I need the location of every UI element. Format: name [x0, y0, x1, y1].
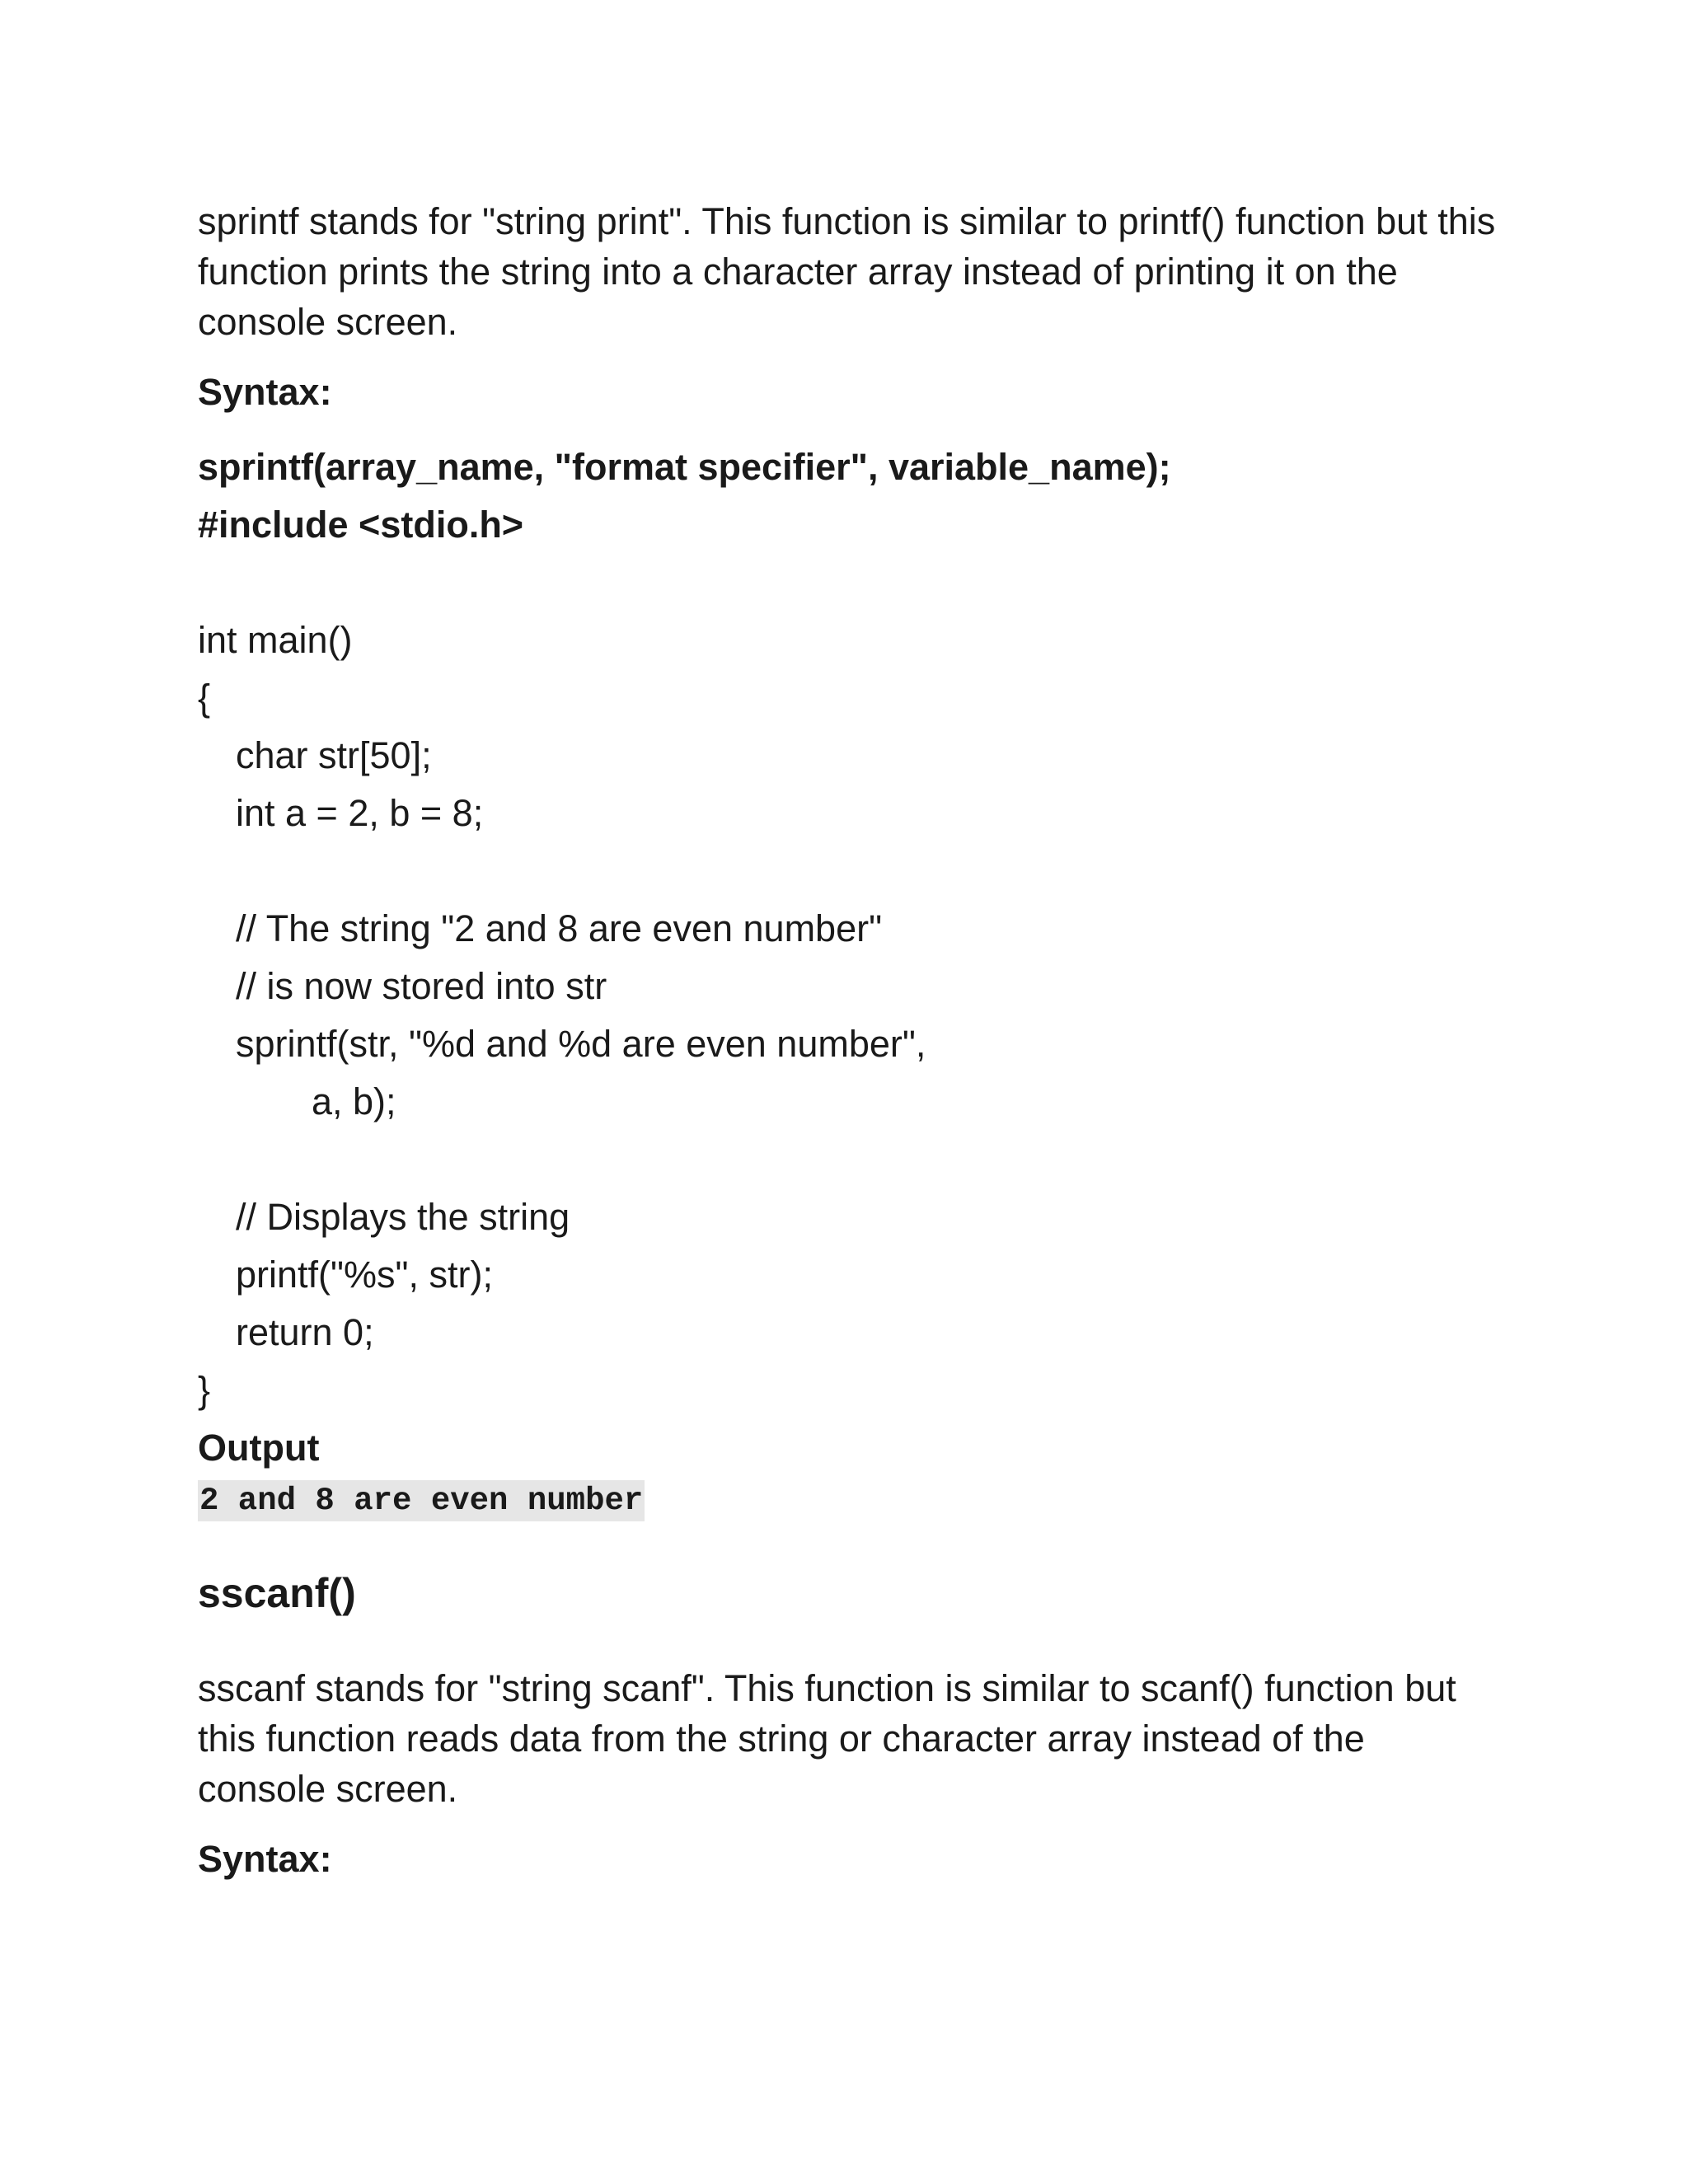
code-blank-line: [198, 842, 1500, 900]
output-text: 2 and 8 are even number: [198, 1480, 645, 1521]
code-comment: // The string "2 and 8 are even number": [236, 907, 883, 949]
code-printf-call: printf("%s", str);: [236, 1254, 493, 1296]
code-return: return 0;: [236, 1311, 374, 1353]
code-include-line: #include <stdio.h>: [198, 504, 524, 546]
code-block: [198, 438, 1500, 1419]
code-open-brace: {: [198, 677, 211, 719]
code-close-brace: }: [198, 1369, 211, 1411]
sprintf-syntax-line: sprintf(array_name, "format specifier", variable_name);: [198, 446, 1171, 488]
code-comment: // is now stored into str: [236, 965, 607, 1007]
syntax-label: Syntax:: [198, 371, 332, 413]
code-sprintf-args: a, b);: [312, 1080, 396, 1122]
output-label: Output: [198, 1427, 320, 1469]
sscanf-description: sscanf stands for "string scanf". This function is similar to scanf() function but this function reads data from the string or character array instead of the console screen.: [198, 1667, 1456, 1810]
code-blank-line: [198, 1131, 1500, 1188]
syntax-label: Syntax:: [198, 1838, 332, 1880]
section-title-sscanf: sscanf(): [198, 1570, 356, 1616]
code-main-signature: int main(): [198, 619, 353, 661]
code-char-declaration: char str[50];: [236, 734, 432, 776]
code-sprintf-call: sprintf(str, "%d and %d are even number",: [236, 1023, 926, 1065]
document-content: [198, 196, 1500, 1884]
code-comment: // Displays the string: [236, 1196, 570, 1238]
code-int-declaration: int a = 2, b = 8;: [236, 792, 484, 834]
sprintf-description: sprintf stands for "string print". This function is similar to printf() function but this function prints the string into a character array instead of printing it on the console screen.: [198, 200, 1496, 343]
code-blank-line: [198, 554, 1500, 612]
